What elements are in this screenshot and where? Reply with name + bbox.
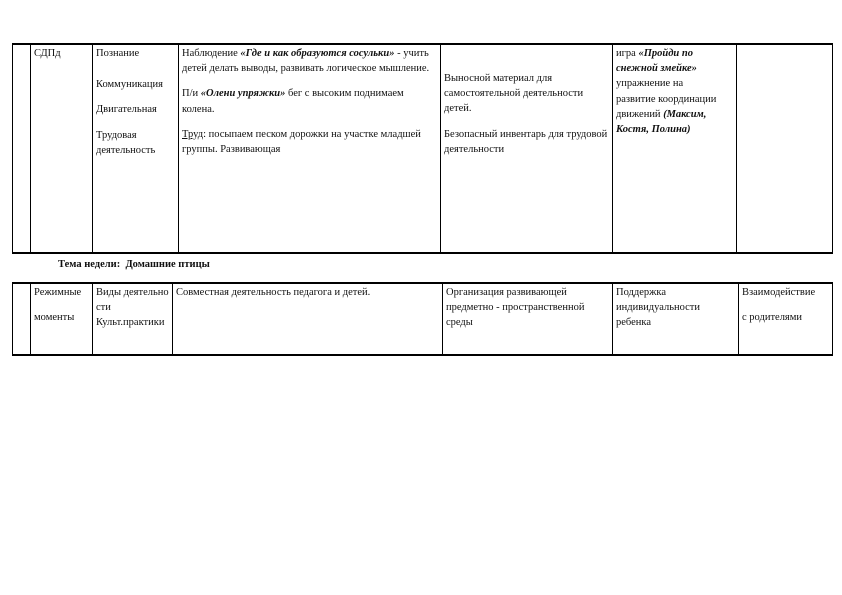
section-cell [31, 44, 93, 253]
individual-text: развитие координации движений (Максим, Костя, Полина) [616, 93, 717, 136]
header-label: Виды деятельности [96, 287, 169, 314]
header-label: Режимные [34, 287, 82, 298]
areas-cell [93, 44, 179, 253]
header-label: моменты [34, 312, 75, 324]
header-label: с родителями [742, 312, 803, 324]
environment-text: Выносной материал для самостоятельной деятельности детей. [444, 73, 584, 115]
environment-cell [441, 44, 613, 253]
header-label: Организация развивающей предметно - пространственной среды [446, 287, 585, 329]
area-label: Двигательная [96, 104, 157, 116]
individual-cell [613, 44, 737, 253]
parents-cell [737, 44, 833, 253]
plan-table-header [12, 282, 833, 356]
empty-cell [13, 44, 31, 253]
header-activity-types [93, 283, 173, 355]
header-individuality [613, 283, 739, 355]
header-joint-activity [173, 283, 443, 355]
area-label: Коммуникация [96, 79, 163, 91]
header-regime [31, 283, 93, 355]
section-code: СДПд [34, 48, 61, 59]
empty-cell [13, 283, 31, 355]
header-label: Совместная деятельность педагога и детей. [176, 287, 371, 298]
header-label: Культ.практики [96, 317, 165, 329]
header-parents [739, 283, 833, 355]
game-text: П/и «Олени упряжки» бег с высоким поднимаем колена. [182, 88, 404, 115]
week-theme: Тема недели: Домашние птицы [58, 259, 210, 270]
plan-table-walk [12, 43, 833, 254]
environment-text: Безопасный инвентарь для трудовой деятельности [444, 128, 608, 155]
header-label: Взаимодействие [742, 287, 816, 298]
area-label: Познание [96, 48, 140, 59]
labor-text: Труд: посыпаем песком дорожки на участке младшей группы. Развивающая [182, 128, 421, 156]
header-label: Поддержка индивидуальности ребенка [616, 287, 701, 329]
activities-cell [179, 44, 441, 253]
area-label: Трудовая деятельность [96, 129, 156, 156]
individual-text: игра «Пройди по снежной змейке» упражнение на [616, 48, 697, 90]
header-environment [443, 283, 613, 355]
observation-text: Наблюдение «Где и как образуются сосульки» - учить детей делать выводы, развивать логическое мышление. [182, 48, 430, 75]
